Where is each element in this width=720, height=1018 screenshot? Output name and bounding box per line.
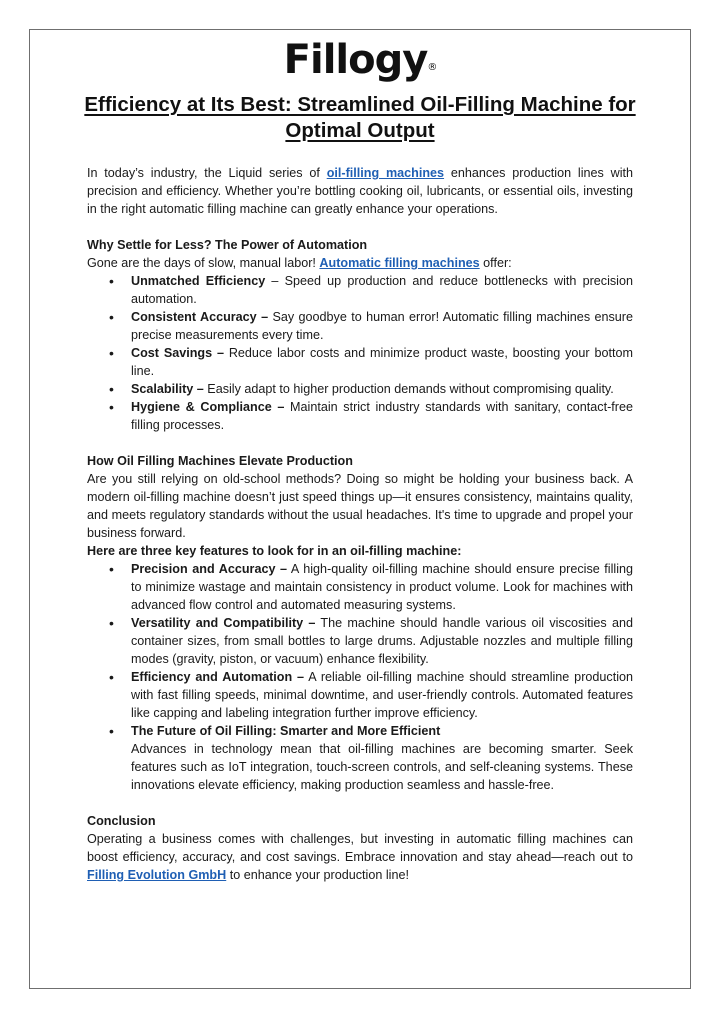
section2-heading: How Oil Filling Machines Elevate Production [87,454,353,468]
brand-logo [0,38,720,82]
benefits-list [87,272,633,434]
page-title: Efficiency at Its Best: Streamlined Oil-Filling Machine for Optimal Output [84,93,636,142]
intro-paragraph [87,164,633,218]
registered-mark: ® [427,62,437,73]
conclusion-text-before: Operating a business comes with challenges, but investing in automatic filling machines can boost efficiency, accuracy, and cost savings. Embrace innovation and stay ahead—reach out to [87,832,633,864]
section2-body: Are you still relying on old-school methods? Doing so might be holding your business back. A modern oil-filling machine doesn’t just speed things up—it ensures consistency, maintains quality, and meets regulatory standards without the usual headaches. It's time to upgrade and propel your business forward. [87,472,633,540]
list-item: • Precision and Accuracy – A high-quality oil-filling machine should ensure precise filling to minimize wastage and maintain consistency in product volume. Look for machines with advanced flow control and automated measuring systems. [87,560,633,614]
section1-heading: Why Settle for Less? The Power of Automation [87,238,368,252]
list-item: • Hygiene & Compliance – Maintain strict industry standards with sanitary, contact-free filling processes. [87,398,633,434]
section1-lead [87,254,633,272]
list-item: • Unmatched Efficiency – Speed up production and reduce bottlenecks with precision automation. [87,272,633,308]
automatic-filling-machines-link[interactable]: Automatic filling machines [319,256,480,270]
list-item: • Scalability – Easily adapt to higher production demands without compromising quality. [87,380,633,398]
intro-text-after: enhances production lines with precision and efficiency. Whether you’re bottling cooking oil, lubricants, or essential oils, investing in the right automatic filling machine can greatly enhance your operations. [87,166,634,216]
conclusion-paragraph [87,830,633,884]
section1-lead-before: Gone are the days of slow, manual labor! [87,256,320,270]
filling-evolution-link[interactable]: Filling Evolution GmbH [87,868,227,882]
features-list [87,560,633,794]
list-item: • Cost Savings – Reduce labor costs and minimize product waste, boosting your bottom line. [87,344,633,380]
article-body [87,164,633,884]
list-item: • Efficiency and Automation – A reliable oil-filling machine should streamline production with fast filling speeds, minimal downtime, and user-friendly controls. Automated features like capping and labeling integration further improve efficiency. [87,668,633,722]
oil-filling-machines-link[interactable]: oil-filling machines [326,166,445,180]
conclusion-text-after: to enhance your production line! [226,868,409,882]
list-item: • Consistent Accuracy – Say goodbye to human error! Automatic filling machines ensure precise measurements every time. [87,308,633,344]
list-item: • Versatility and Compatibility – The machine should handle various oil viscosities and container sizes, from small bottles to large drums. Adjustable nozzles and multiple filling modes (gravity, piston, or vacuum) enhance flexibility. [87,614,633,668]
intro-text-before: In today’s industry, the Liquid series of [87,166,327,180]
logo-text: Fillogy [283,37,428,83]
list-item: • The Future of Oil Filling: Smarter and More Efficient Advances in technology mean that oil-filling machines are becoming smarter. Seek features such as IoT integration, touch-screen controls, and self-cleaning systems. These innovations elevate efficiency, making production seamless and hassle-free. [87,722,633,794]
conclusion-heading: Conclusion [87,814,156,828]
section2-subheading: Here are three key features to look for in an oil-filling machine: [87,544,462,558]
section1-lead-after: offer: [479,256,512,270]
